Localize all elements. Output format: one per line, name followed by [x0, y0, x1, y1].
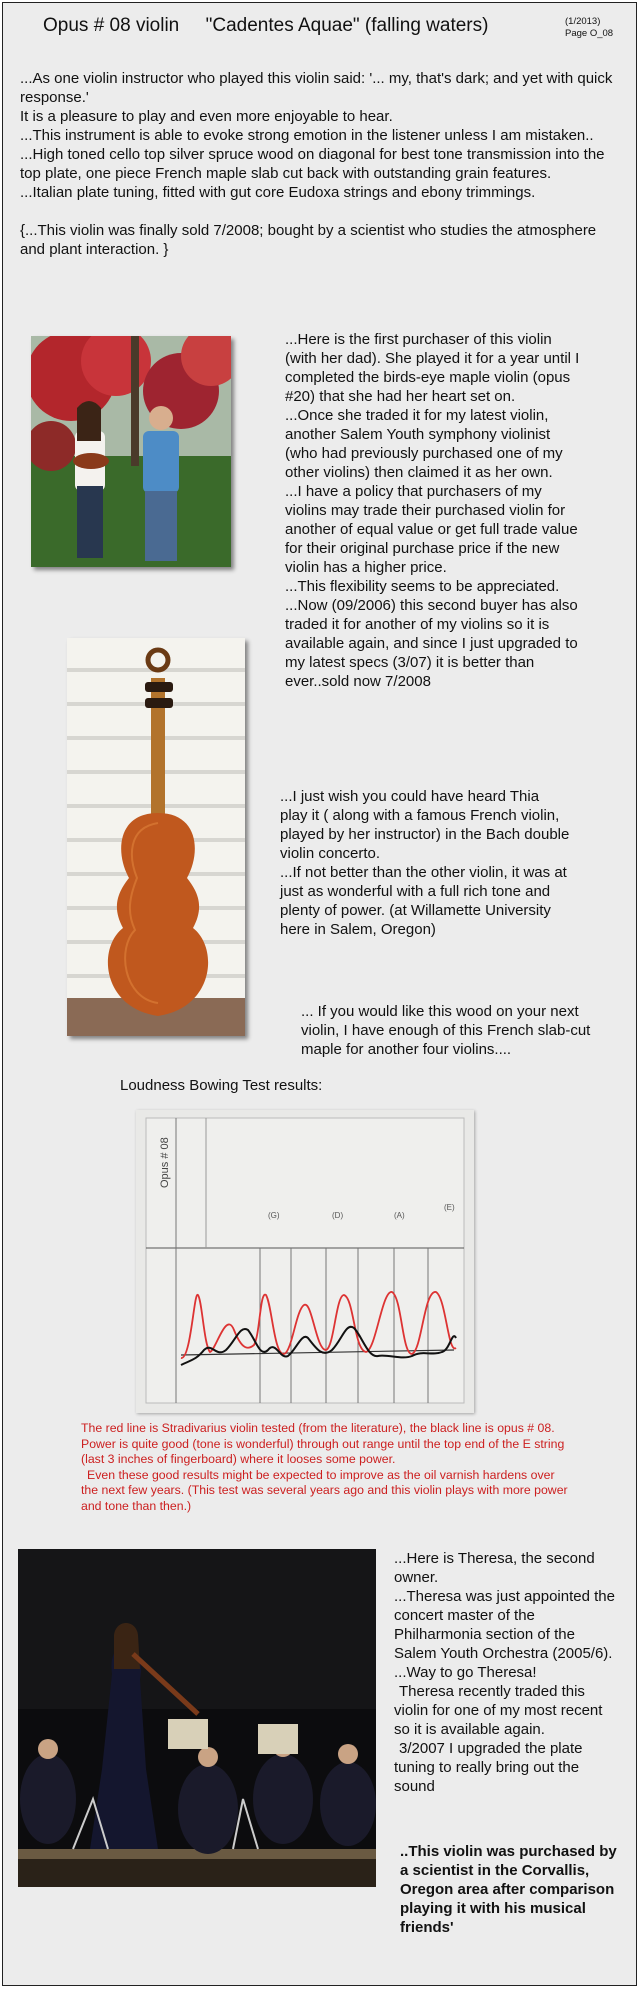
page-info	[565, 16, 613, 40]
chart-marker-g: (G)	[268, 1211, 280, 1220]
violin-back-photo	[67, 638, 245, 1036]
theresa-line: 3/2007 I upgraded the plate tuning to really bring out the sound	[394, 1740, 583, 1795]
sold-note: {...This violin was finally sold 7/2008; bought by a scientist who studies the atmosphere and plant interaction. }	[20, 222, 597, 258]
test-heading: Loudness Bowing Test results:	[120, 1077, 323, 1094]
thia-line: ...If not better than the other violin, it was at just as wonderful with a full rich tone and plenty of power. (at Willamette University here in Salem, Oregon)	[280, 864, 567, 938]
caption-line: The red line is Stradivarius violin tested (from the literature), the black line is opus # 08. Power is quite good (tone is wonderful) through out range until the top end of the E string (last 3 inches of fingerboard) where it looses some power.	[81, 1421, 565, 1466]
intro-line: It is a pleasure to play and even more enjoyable to hear.	[20, 108, 393, 125]
thia-line: ...I just wish you could have heard Thia play it ( along with a famous French violin, played by her instructor) in the Bach double violin concerto.	[280, 788, 570, 862]
first-purchaser-photo	[31, 336, 231, 567]
intro-line: ...As one violin instructor who played this violin said: '... my, that's dark; and yet with quick response.'	[20, 70, 613, 106]
final-purchase-note: ..This violin was purchased by a scientist in the Corvallis, Oregon area after comparison playing it with his musical friends'	[400, 1843, 617, 1936]
first-buyer-line: ...This flexibility seems to be appreciated.	[285, 578, 560, 595]
intro-line: ...Italian plate tuning, fitted with gut core Eudoxa strings and ebony trimmings.	[20, 184, 536, 201]
chart-header-text: Opus # 08	[159, 1137, 171, 1188]
loudness-test-chart-photo	[136, 1110, 474, 1413]
caption-line: Even these good results might be expected to improve as the oil varnish hardens over the next few years. (This test was several years ago and this violin plays with more power and tone than then.)	[81, 1467, 568, 1513]
first-buyer-line: ...I have a policy that purchasers of my violins may trade their purchased violin for another of equal value or get full trade value for their original purchase price if the new violin has a higher price.	[285, 483, 578, 576]
wood-offer-text: ... If you would like this wood on your next violin, I have enough of this French slab-cut maple for another four violins....	[301, 1003, 591, 1058]
page-date: (1/2013)	[565, 16, 601, 27]
first-buyer-line: ...Now (09/2006) this second buyer has also traded it for another of my violins so it is available again, and since I just upgraded to my latest specs (3/07) it is better than ever..sold now 7/2008	[285, 597, 578, 690]
theresa-text	[394, 1549, 619, 1796]
theresa-line: ...Theresa was just appointed the concert master of the Philharmonia section of the Salem Youth Orchestra (2005/6).	[394, 1588, 615, 1662]
intro-line: ...This instrument is able to evoke strong emotion in the listener unless I am mistaken..	[20, 127, 594, 144]
chart-marker-a: (A)	[394, 1211, 405, 1220]
theresa-line: ...Way to go Theresa!	[394, 1664, 537, 1681]
theresa-concert-photo	[18, 1549, 376, 1887]
chart-marker-d: (D)	[332, 1211, 344, 1220]
first-buyer-line: ...Once she traded it for my latest violin, another Salem Youth symphony violinist (who had previously purchased one of my other violins) then claimed it as her own.	[285, 407, 563, 481]
first-buyer-text	[285, 330, 585, 691]
page-number: Page O_08	[565, 28, 614, 39]
theresa-line: Theresa recently traded this violin for one of my most recent so it is available again.	[394, 1683, 603, 1738]
theresa-line: ...Here is Theresa, the second owner.	[394, 1550, 595, 1586]
page-title: Opus # 08 violin "Cadentes Aquae" (falling waters)	[43, 15, 489, 36]
intro-line: ...High toned cello top silver spruce wood on diagonal for best tone transmission into the top plate, one piece French maple slab cut back with outstanding grain features.	[20, 146, 605, 182]
page-frame	[2, 2, 637, 1986]
intro-text	[20, 69, 620, 259]
first-buyer-line: ...Here is the first purchaser of this violin (with her dad). She played it for a year until I completed the birds-eye maple violin (opus #20) that she had her heart set on.	[285, 331, 580, 405]
thia-text	[280, 787, 570, 939]
chart-caption	[81, 1421, 571, 1514]
chart-marker-e: (E)	[444, 1203, 455, 1212]
